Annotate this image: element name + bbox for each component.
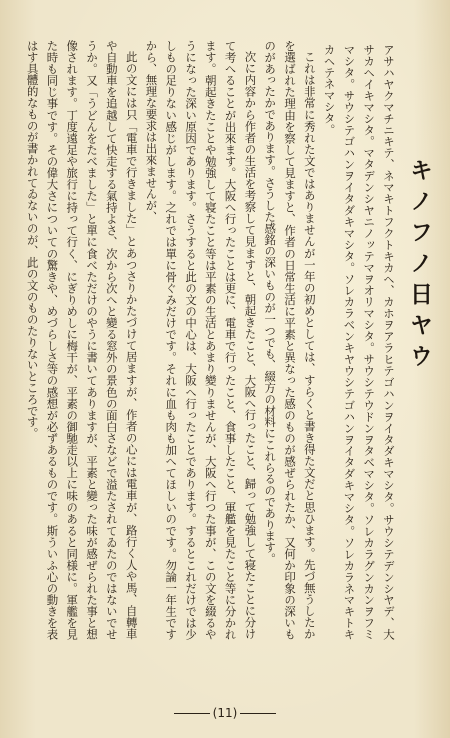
footer-rule-left: [174, 713, 210, 714]
paragraph-commentary-3: 此の文には只「電車で行きました」とあつさりかたづけて居ますが、作者の心には電車が、路行く人や馬、自轉車や自動車を追越して快走する氣持よさ、次から次へと變る窓外の景色の面白さなどで溢たされてゐたのではないでせうか。又「うどんをたべました」と單に食べただけのやうに書いてありますが、平素と變った味が感ぜられた事と想像されます。丁度遠足や旅行に持って行く、にぎりめしに梅干が、平素の御馳走以上に味のあると同様に。軍艦を見た時も同じ事です。その偉大さについての驚きや、めづらしさ等の感想が必ずあるものです。斯ういふ心の動きを表はす具體的なものが書かれてゐないのが、此の文のものたりないところです。: [25, 40, 139, 640]
paragraph-commentary-2: 次に内容から作者の生活を考察して見ますと、朝起きたこと、大阪へ行ったこと、歸って勉強して寝たことに分けて考へることが出來ます。大阪へ行ったことは更に、電車で行ったこと、食事したこと、軍艦を見たこと等に分かれます。朝起きたことや勉強して寝たこと等は平素の生活とあまり變りませんが、大阪へ行つた事が、この文を綴るやうになった深い原因であります。さうすると此の文の中心は、大阪へ行ったことであります。するとこれだけでは少しもの足りない感じがします。之れでは單に骨ぐみだけです。それに血も肉も加へてほしいのです。勿論一年生ですから、無理な要求は出來ませんが、: [144, 40, 258, 640]
page-footer: [0, 706, 450, 720]
paragraph-commentary-1: これは非常に秀れた文ではありませんが一年の初めとしては、すらくと書き得た文だと思ひます。先づ無うしたかを選ばれた理由を察して見ますと、作者の日常生活に平素と異なった感のものが感ぜられたか、又何か印象の深いものがあったかであります。さうした感銘の深いものが一つでも、綴方の材料にこれらるのであります。: [263, 40, 317, 640]
footer-rule-right: [240, 713, 276, 714]
paragraph-child-composition: アサハヤクマチニキテ、ネマキトフクトキカヘ、カホヲアラヒテゴハンヲイタダキマシタ。サウシテデンシヤデ、大サカヘイキマシタ。マタデンシヤニノッテマヲオリマシタ。サウシテウドンヲタベマシタ。ソレカラグンカンヲフミマシタ。サウシテゴハンヲイタダキマシタ。ソレカラベンキヤウシテゴハンヲイタダキマシタ。ソレカラネマキトキカヘテネマシタ。: [322, 44, 396, 640]
page-title: キノフノ日ヤウ: [406, 158, 432, 375]
page-number-open-paren: (: [212, 706, 218, 720]
page-number: 11: [217, 706, 233, 720]
page-number-close-paren: ): [232, 706, 238, 720]
body-text: [25, 40, 398, 640]
